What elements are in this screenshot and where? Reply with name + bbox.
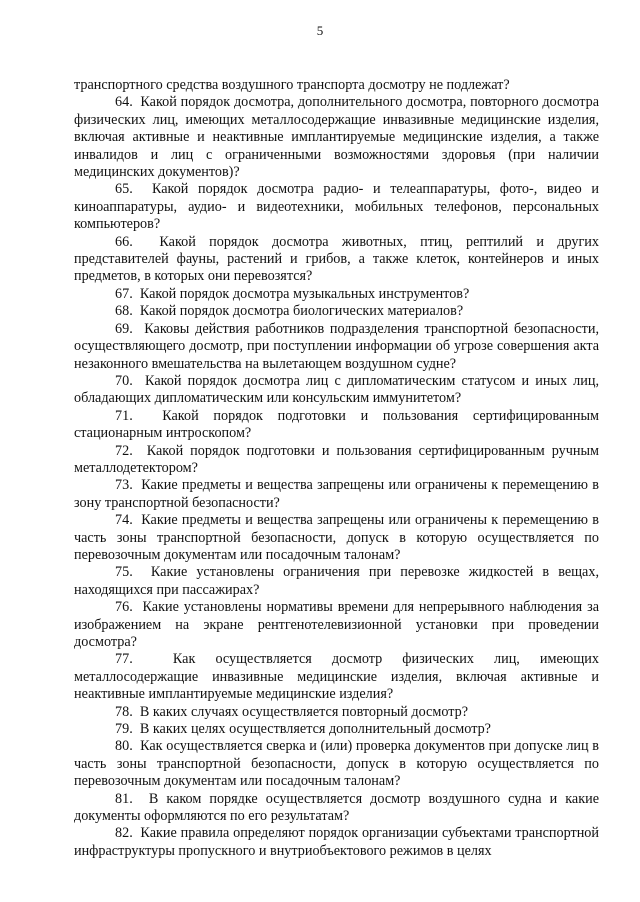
page-body xyxy=(74,77,599,860)
continuation-paragraph: транспортного средства воздушного транспорта досмотру не подлежат? xyxy=(74,77,510,93)
question-item: 75. Какие установлены ограничения при перевозке жидкостей в вещах, находящихся при пассажирах? xyxy=(74,564,599,598)
question-item: 82. Какие правила определяют порядок организации субъектами транспортной инфраструктуры пропускного и внутриобъектового режимов в целях xyxy=(74,825,599,859)
question-item: 67. Какой порядок досмотра музыкальных инструментов? xyxy=(115,285,470,302)
question-item: 76. Какие установлены нормативы времени для непрерывного наблюдения за изображением на экране рентгенотелевизионной установки при проведении досмотра? xyxy=(74,599,599,650)
question-item: 77. Как осуществляется досмотр физических лиц, имеющих металлосодержащие инвазивные медицинские изделия, включая активные и неактивные имплантируемые медицинские изделия? xyxy=(74,651,599,703)
question-item: 70. Какой порядок досмотра лиц с дипломатическим статусом и иных лиц, обладающих дипломатическим или консульским иммунитетом? xyxy=(74,372,599,407)
question-list xyxy=(74,94,599,860)
question-item: 80. Как осуществляется сверка и (или) проверка документов при допуске лиц в часть зоны транспортной безопасности, допуск в которую осуществляется по перевозочным документам или посадочным талонам? xyxy=(74,738,599,790)
question-item: 78. В каких случаях осуществляется повторный досмотр? xyxy=(115,703,468,720)
question-item: 73. Какие предметы и вещества запрещены или ограничены к перемещению в зону транспортной безопасности? xyxy=(74,477,599,511)
question-item: 79. В каких целях осуществляется дополнительный досмотр? xyxy=(115,721,491,738)
question-item: 72. Какой порядок подготовки и пользования сертифицированным ручным металлодетектором? xyxy=(74,442,599,476)
question-item: 69. Каковы действия работников подразделения транспортной безопасности, осуществляющего досмотр, при поступлении информации об угрозе совершения акта незаконного вмешательства на вылетающем воздушном судне? xyxy=(74,320,599,372)
question-item: 68. Какой порядок досмотра биологических материалов? xyxy=(115,303,464,320)
question-item: 64. Какой порядок досмотра, дополнительного досмотра, повторного досмотра физических лиц, имеющих металлосодержащие инвазивные медицинские изделия, включая активные и неактивные имплантируемые медицинские изделия, а также инвалидов и лиц с ограниченными возможностями здоровья (при наличии медицинских документов)? xyxy=(74,94,599,181)
question-item: 81. В каком порядке осуществляется досмотр воздушного судна и какие документы оформляются по его результатам? xyxy=(74,790,599,825)
question-item: 71. Какой порядок подготовки и пользования сертифицированным стационарным интроскопом? xyxy=(74,407,599,442)
page-number: 5 xyxy=(316,23,324,38)
question-item: 74. Какие предметы и вещества запрещены или ограничены к перемещению в часть зоны транспортной безопасности, допуск в которую осуществляется по перевозочным документам или посадочным талонам? xyxy=(74,512,599,563)
question-item: 65. Какой порядок досмотра радио- и телеаппаратуры, фото-, видео и киноаппаратуры, аудио- и видеотехники, мобильных телефонов, персональных компьютеров? xyxy=(74,181,599,233)
question-item: 66. Какой порядок досмотра животных, птиц, рептилий и других представителей фауны, растений и грибов, а также клеток, контейнеров и иных предметов, в которых они перевозятся? xyxy=(74,233,599,285)
